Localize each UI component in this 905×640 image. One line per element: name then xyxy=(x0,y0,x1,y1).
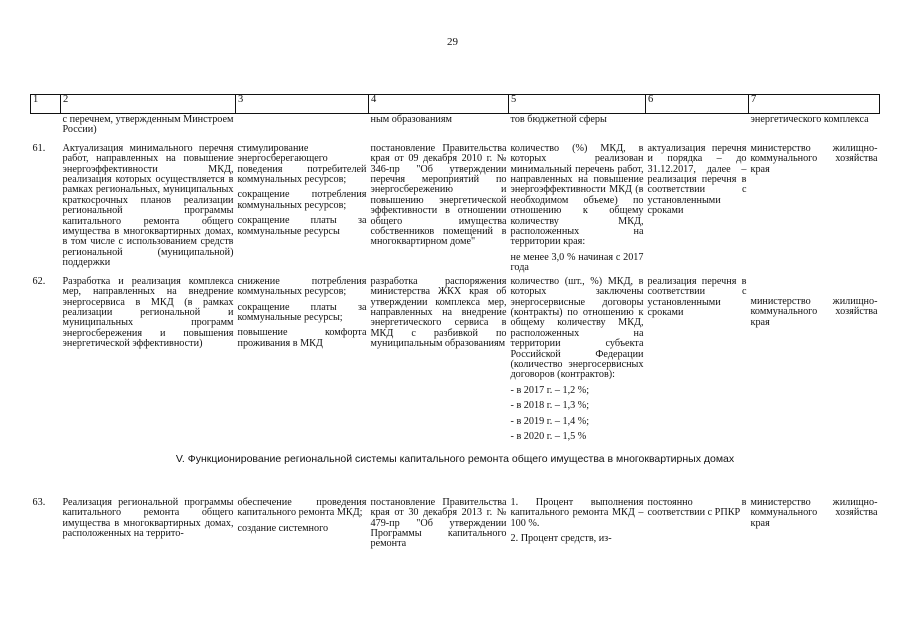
table-row xyxy=(31,277,880,447)
result-item: стимулирование энергосберегающего поведения потребителей коммунальных ресурсов; xyxy=(237,142,367,186)
page-number: 29 xyxy=(447,36,458,48)
cell-measure: с перечнем, утвержденным Минстроем России) xyxy=(62,114,234,136)
indicator-item: - в 2019 г. – 1,4 %; xyxy=(510,415,590,427)
column-header-4: 4 xyxy=(369,95,509,114)
indicator-item: 1. Процент выполнения капитального ремонта МКД – 100 %. xyxy=(510,496,644,529)
cell-responsible: энергетического комплекса xyxy=(750,114,869,125)
table-row xyxy=(31,498,880,550)
responsible-text: министерство жилищно-коммунального хозяйства края xyxy=(750,295,878,328)
result-item: сокращение платы за коммунальные ресурсы; xyxy=(237,301,367,323)
cell-indicator xyxy=(509,144,646,277)
cell-deadline: постоянно в соответствии с РПКР xyxy=(647,496,747,519)
result-item: снижение потребления коммунальных ресурсов; xyxy=(237,275,367,298)
cell-result xyxy=(236,114,369,144)
indicator-item: не менее 3,0 % начиная с 2017 года xyxy=(510,251,644,274)
cell-deadline: реализация перечня в соответствии с установленными сроками xyxy=(647,275,747,318)
result-item: сокращение платы за коммунальные ресурсы xyxy=(237,215,367,237)
cell-deadline xyxy=(646,114,749,144)
row-number: 62. xyxy=(32,275,46,287)
cell-document: постановление Правительства края от 30 декабря 2013 г. № 479-пр "Об утверждении Программы капитального ремонта xyxy=(370,496,507,550)
cell-result xyxy=(236,498,369,550)
cell-measure: Разработка и реализация комплекса мер, направленных на внедрение энергосервиса в МКД (в рамках реализации региональной и муниципальных программ энергосбережения и повышения энергетической эффективности) xyxy=(62,275,234,350)
cell-measure: Актуализация минимального перечня работ, направленных на повышение энергоэффективности МКД, реализация которых осуществляется в рамках региональных, муниципальных краткосрочных планов реализации региональной программы капитального ремонта общего имущества в многоквартирных домах, в том числе с использованием средств региональной (муниципальной) поддержки xyxy=(62,142,234,269)
cell-document: постановление Правительства края от 09 декабря 2010 г. № 346-пр "Об утверждении перечня мероприятий по энергосбережению и повышению энергетической эффективности в отношении общего имущества собственников помещений в многоквартирном доме" xyxy=(370,142,507,248)
cell-result xyxy=(236,144,369,277)
section-heading-row xyxy=(31,446,880,497)
table-row xyxy=(31,144,880,277)
row-number: 61. xyxy=(32,142,46,154)
indicator-item: - в 2020 г. – 1,5 % xyxy=(510,430,587,442)
cell-result xyxy=(236,277,369,447)
cell-document: разработка распоряжения министерства ЖКХ края об утверждении комплекса мер, направленных на внедрение энергетического сервиса в МКД с разбивкой по муниципальным образованиям xyxy=(370,275,507,350)
result-item: сокращение потребления коммунальных ресурсов; xyxy=(237,189,367,211)
cell-responsible: министерство жилищно-коммунального хозяйства края xyxy=(750,142,878,175)
column-header-5: 5 xyxy=(509,95,646,114)
column-header-2: 2 xyxy=(61,95,236,114)
result-item: создание системного xyxy=(237,522,329,534)
cell-num xyxy=(31,114,61,144)
column-header-1: 1 xyxy=(31,95,61,114)
cell-responsible xyxy=(749,277,880,447)
column-header-6: 6 xyxy=(646,95,749,114)
column-header-7: 7 xyxy=(749,95,880,114)
indicator-item: - в 2017 г. – 1,2 %; xyxy=(510,384,590,396)
cell-indicator: тов бюджетной сферы xyxy=(510,114,607,125)
continuation-row xyxy=(31,114,880,144)
cell-document: ным образованиям xyxy=(370,114,452,125)
cell-deadline: актуализация перечня и порядка – до 31.12.2017, далее – реализация перечня в соответствии с установленными сроками xyxy=(647,142,747,217)
indicator-item: - в 2018 г. – 1,3 %; xyxy=(510,400,590,412)
column-header-3: 3 xyxy=(236,95,369,114)
cell-indicator xyxy=(509,277,646,447)
row-number: 63. xyxy=(32,496,46,508)
table-header-row xyxy=(31,95,880,114)
cell-responsible: министерство жилищно-коммунального хозяйства края xyxy=(750,496,878,529)
indicator-item: 2. Процент средств, из- xyxy=(510,533,612,544)
measures-table xyxy=(30,94,880,550)
cell-indicator xyxy=(509,498,646,550)
result-item: обеспечение проведения капитального ремонта МКД; xyxy=(237,496,367,519)
indicator-item: количество (шт., %) МКД, в которых заключены энергосервисные договоры (контракты) по отношению к общему количеству МКД, расположенных на территории субъекта Российской Федерации (количество энергосервисных договоров (контрактов): xyxy=(510,275,644,381)
indicator-item: количество (%) МКД, в которых реализован минимальный перечень работ, направленных на повышение энергоэффективности МКД (в необходимом объеме) по отношению к общему количеству МКД, расположенных на территории края: xyxy=(510,142,644,248)
result-item: повышение комфорта проживания в МКД xyxy=(237,327,367,349)
cell-measure: Реализация региональной программы капитального ремонта общего имущества в многоквартирных домах, расположенных на террито- xyxy=(62,496,234,539)
section-title: V. Функционирование региональной системы капитального ремонта общего имущества в многоквартирных домах xyxy=(175,453,735,466)
